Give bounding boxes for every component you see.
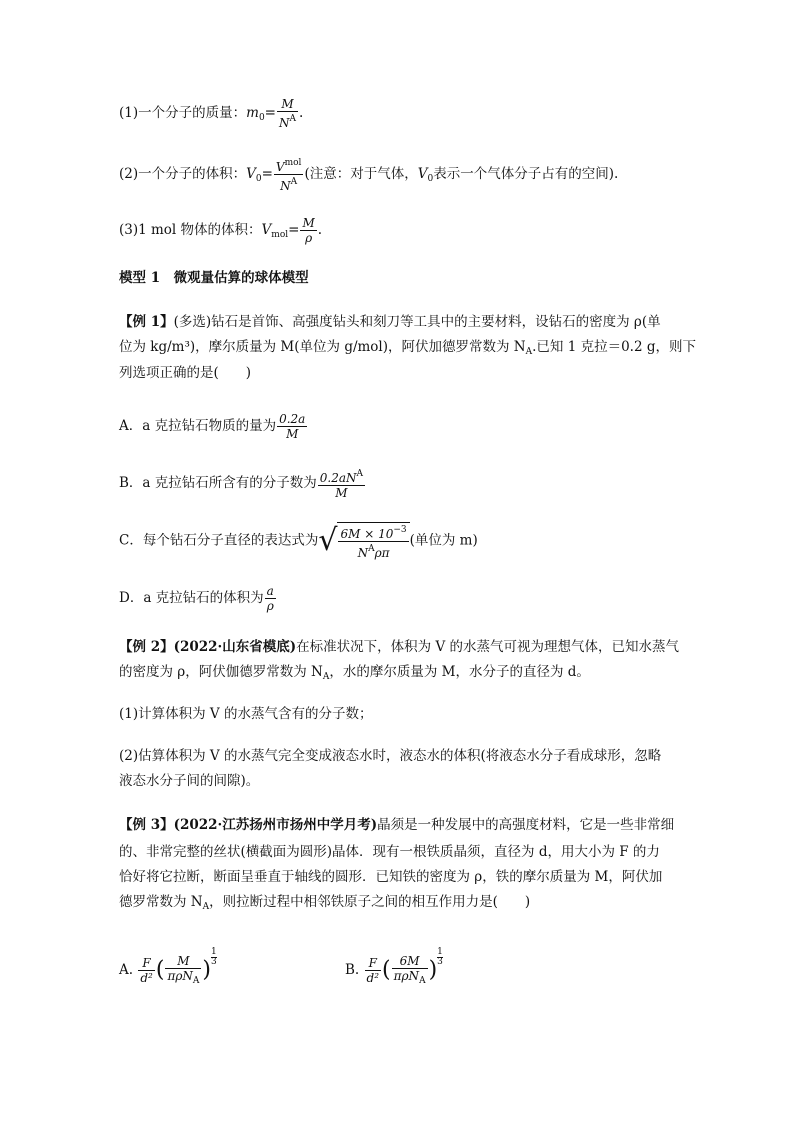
den-var: N [278, 116, 290, 130]
fraction [300, 216, 316, 245]
den-var: ρπ [374, 546, 390, 560]
example-3-line [119, 893, 530, 916]
num-var: V [275, 160, 285, 174]
example-tag: 【例 2】(2022·山东省模底) [119, 639, 297, 655]
equals: = [288, 222, 300, 238]
section-heading: 模型 1 微观量估算的球体模型 [119, 270, 309, 286]
text: ，水的摩尔质量为 M，水分子的直径为 d。 [329, 664, 590, 680]
exponent-num: 1 [210, 947, 217, 957]
denominator [274, 174, 304, 193]
period: . [317, 222, 323, 238]
fraction [277, 412, 307, 441]
numerator [274, 156, 304, 174]
denominator [392, 968, 428, 988]
exponent-num: 1 [437, 947, 443, 957]
fraction [138, 956, 155, 985]
example-2-question-1: (1)计算体积为 V 的水蒸气含有的分子数； [119, 706, 373, 722]
text: 的密度为 ρ，阿伏伽德罗常数为 N [119, 664, 323, 680]
example-1-line [119, 338, 696, 361]
numerator: 0.2a [279, 412, 306, 426]
superscript: A [356, 469, 364, 479]
exponent [437, 948, 443, 967]
option-text: C．每个钻石分子直径的表达式为 [119, 532, 319, 549]
text: ，则拉断过程中相邻铁原子之间的相互作用力是( ) [209, 894, 531, 910]
subscript: 0 [258, 113, 265, 123]
text: 位为 kg/m³)，摩尔质量为 M(单位为 g/mol)，阿伏加德罗常数为 N [119, 339, 526, 355]
example-2-line [119, 638, 679, 656]
formula-label: (3)1 mol 物体的体积： [119, 222, 262, 238]
fraction [265, 584, 276, 613]
fraction [274, 156, 304, 193]
subscript: 0 [255, 174, 262, 184]
example-2-question-2: (2)估算体积为 V 的水蒸气完全变成液态水时，液态水的体积(将液态水分子看成球形，忽略 [119, 748, 662, 764]
var: V [246, 166, 256, 182]
numerator [318, 467, 365, 485]
den-var: N [357, 546, 369, 560]
unit-note: (单位为 m) [409, 532, 478, 549]
formula-label: (1)一个分子的质量： [119, 105, 247, 121]
superscript: mol [284, 158, 302, 168]
denominator: d² [366, 971, 380, 985]
numerator [338, 523, 408, 541]
superscript: A [368, 544, 375, 554]
option-text: A．a 克拉钻石物质的量为 [119, 418, 277, 434]
paren: ) [428, 957, 438, 983]
exponent-den: 3 [210, 957, 217, 967]
numerator: M [281, 97, 294, 111]
period: . [298, 105, 304, 121]
equals: = [264, 105, 276, 121]
example-1-option-a [119, 412, 308, 441]
note-text: 表示一个气体分子占有的空间). [433, 166, 619, 182]
fraction [165, 954, 201, 988]
fraction [318, 467, 365, 500]
superscript: A [289, 114, 296, 124]
paren: ) [202, 957, 211, 983]
numerator: F [368, 956, 377, 970]
den-var: πρN [393, 968, 420, 983]
superscript: A [290, 177, 298, 187]
fraction [365, 956, 382, 985]
formula-molecule-mass [119, 97, 303, 130]
example-3-line: 恰好将它拉断，断面呈垂直于轴线的圆形．已知铁的密度为 ρ，铁的摩尔质量为 M，阿伏加 [119, 869, 663, 885]
denominator: d² [140, 971, 153, 985]
numerator: 6M [399, 953, 420, 968]
subscript: mol [271, 230, 289, 240]
paren: ( [382, 957, 391, 983]
text: 晶须是一种发展中的高强度材料，它是一些非常细 [377, 817, 675, 833]
subscript: A [192, 975, 200, 986]
example-1-option-d [119, 584, 277, 613]
example-2-line [119, 663, 590, 686]
option-letter: B. [345, 962, 360, 978]
numerator: F [142, 956, 151, 970]
example-tag: 【例 1】 [119, 314, 174, 330]
exponent-den: 3 [437, 957, 443, 967]
text: .已知 1 克拉＝0.2 g，则下 [532, 339, 696, 355]
example-3-option-a [119, 948, 217, 988]
example-1-line [119, 313, 661, 331]
option-text: B．a 克拉钻石所含有的分子数为 [119, 475, 317, 491]
example-1-line: 列选项正确的是( ) [119, 365, 252, 381]
den-var: N [280, 179, 291, 193]
denominator: M [277, 426, 307, 441]
formula-molecule-volume [119, 156, 618, 193]
example-2-question-2: 液态水分子间的间隙)。 [119, 773, 260, 789]
numerator: M [177, 953, 190, 968]
paren: ( [155, 957, 165, 983]
formula-mole-volume [119, 216, 322, 245]
denominator [338, 541, 408, 560]
subscript: A [419, 975, 426, 986]
text: 在标准状况下，体积为 V 的水蒸气可视为理想气体，已知水蒸气 [296, 639, 679, 655]
subscript: A [322, 672, 330, 682]
example-3-line [119, 816, 674, 834]
superscript: −3 [393, 525, 407, 535]
text: (多选)钻石是首饰、高强度钻头和刻刀等工具中的主要材料，设钻石的密度为 ρ(单 [173, 314, 661, 330]
equals: = [261, 166, 273, 182]
num-var: 6M × 10 [340, 527, 394, 541]
denominator: ρ [265, 598, 276, 613]
denominator [165, 968, 201, 988]
denominator: M [318, 485, 365, 500]
subscript: A [202, 902, 210, 912]
example-1-option-b [119, 467, 366, 500]
example-tag: 【例 3】(2022·江苏扬州市扬州中学月考) [119, 817, 378, 833]
fraction [392, 954, 428, 988]
radical-sign: √ [318, 523, 338, 558]
note-text: (注意：对于气体， [304, 166, 418, 182]
radicand [337, 522, 409, 560]
numerator: M [302, 216, 315, 230]
cube-root [318, 522, 409, 560]
num-var: 0.2aN [319, 471, 357, 485]
subscript: A [525, 347, 533, 357]
denominator [277, 111, 298, 130]
fraction [277, 97, 298, 130]
subscript: 0 [427, 174, 434, 184]
example-3-line: 的、非常完整的丝状(横截面为圆形)晶体．现有一根铁质晶须，直径为 d，用大小为 F 的力 [119, 844, 660, 860]
var: V [261, 222, 272, 238]
option-letter: A. [119, 962, 134, 978]
example-3-option-b [345, 948, 443, 988]
option-text: D．a 克拉钻石的体积为 [119, 590, 264, 606]
example-1-option-c [119, 522, 478, 560]
fraction [338, 523, 408, 560]
den-var: πρN [167, 968, 193, 983]
var: m [246, 105, 259, 121]
numerator: a [266, 584, 274, 598]
formula-label: (2)一个分子的体积： [119, 166, 247, 182]
denominator: ρ [300, 230, 316, 245]
exponent [211, 948, 217, 967]
note-var: V [417, 166, 428, 182]
text: 德罗常数为 N [119, 894, 203, 910]
